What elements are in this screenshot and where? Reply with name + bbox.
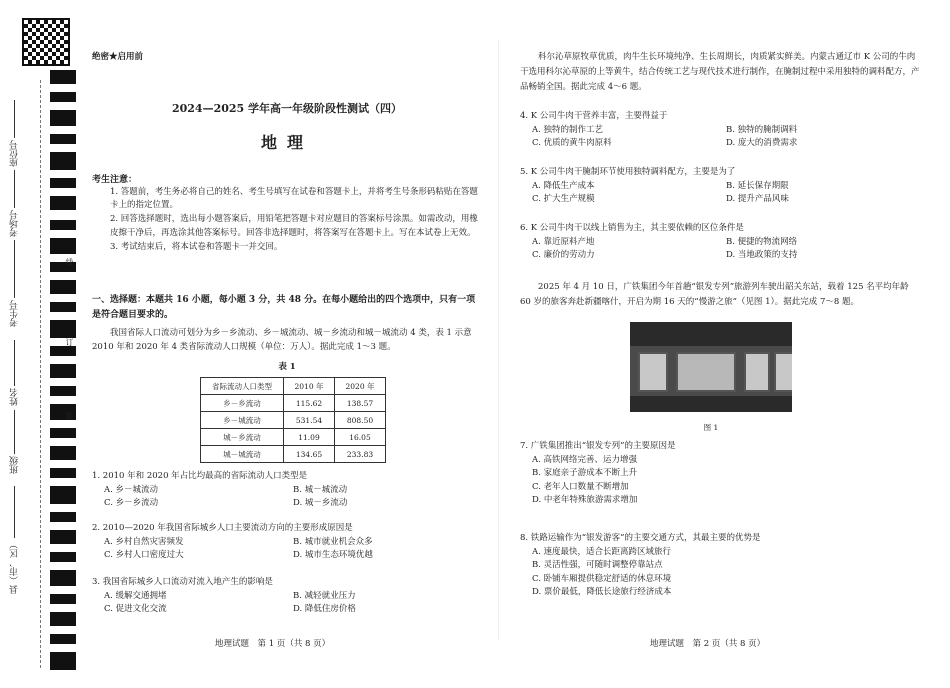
barcode-stripe: [50, 428, 76, 438]
option: B. 减轻就业压力: [293, 590, 356, 601]
barcode-stripe: [50, 134, 76, 144]
notice-item: 2. 回答选择题时，选出每小题答案后，用铅笔把答题卡对应题目的答案标号涂黑。如需改动，用橡皮擦干净后，再选涂其他答案标号。回答非选择题时，将答案写在答题卡上。写在本试卷上无效。: [110, 214, 478, 238]
barcode-stripe: [50, 446, 76, 460]
fill-line: [14, 100, 15, 138]
table-row: [201, 446, 386, 463]
option: D. 中老年特殊旅游需求增加: [532, 495, 638, 506]
question-3: [92, 576, 482, 617]
option: A. 靠近原料产地: [532, 236, 595, 247]
subject-title: 地理: [260, 133, 313, 152]
barcode-stripe: [50, 196, 76, 210]
question-stem: 6. K 公司牛肉干以线上销售为主，其主要依赖的区位条件是: [520, 223, 744, 233]
train-window: [744, 352, 770, 392]
table-cell: 134.65: [284, 446, 335, 463]
train-photo: [630, 322, 792, 412]
barcode-stripe: [50, 280, 76, 294]
barcode-stripe: [50, 652, 76, 670]
barcode-stripe: [50, 552, 76, 562]
question-6: [520, 222, 920, 263]
table-cell: 233.83: [335, 446, 386, 463]
option: D. 降低住房价格: [293, 604, 356, 615]
fill-line: [14, 340, 15, 386]
table-row: [201, 395, 386, 412]
option: C. 促进文化交流: [104, 604, 167, 615]
county-label: 县（市、区）: [10, 540, 20, 594]
option: A. 乡－城流动: [104, 484, 159, 495]
passage-intro: 我国省际人口流动可划分为乡－乡流动、乡－城流动、城－乡流动和城－城流动 4 类，表 1 示意 2010 年和 2020 年 4 类省际流动人口规模（单位：万人）。据此完成 1～3 题。: [92, 328, 472, 353]
option: B. 便捷的物流网络: [726, 236, 798, 247]
option: B. 灵活性强，可随时调整停靠站点: [532, 560, 663, 571]
notice-item: 1. 答题前，考生务必将自己的姓名、考生号填写在试卷和答题卡上，并将考生号条形码粘贴在答题卡上的指定位置。: [110, 187, 478, 211]
table-cell: 16.05: [335, 429, 386, 446]
question-stem: 7. 广铁集团推出“银发专列”的主要原因是: [520, 441, 676, 451]
passage-intro: 科尔沁草原牧草优质，肉牛生长环境纯净、生长周期长，肉质紧实鲜美。内蒙古通辽市 K 公司的牛肉干选用科尔沁草原的上等黄牛，结合传统工艺与现代技术进行制作，在腌制过程中采用独特的调料配方，产品畅销全国。据此完成 4～6 题。: [520, 52, 920, 92]
option: B. 独特的腌制调料: [726, 124, 798, 135]
binding-mark: 订: [65, 338, 74, 346]
option: C. 老年人口数量不断增加: [532, 481, 629, 492]
barcode-stripe: [50, 468, 76, 478]
question-stem: 3. 我国省际城乡人口流动对流入地产生的影响是: [92, 577, 273, 587]
table-cell: 乡－城流动: [201, 412, 284, 429]
option: B. 延长保存期限: [726, 180, 789, 191]
candidate-number-label: 考生号: [10, 300, 20, 327]
barcode-stripe: [50, 386, 76, 396]
seat-number-label: 座位号: [10, 140, 20, 167]
table-row: [201, 429, 386, 446]
option: A. 缓解交通拥堵: [104, 590, 167, 601]
table-caption: 表 1: [278, 362, 296, 372]
passage-intro-2: 2025 年 4 月 10 日，广铁集团今年首趟“银发专列”旅游列车驶出韶关东站，载着 125 名平均年龄 60 岁的旅客奔赴新疆喀什，开启为期 16 天的“慢游之旅”（见图 1）。据此完成 7～8 题。: [520, 282, 909, 307]
question-2: [92, 522, 482, 563]
option: D. 票价最低，降低长途旅行经济成本: [532, 587, 672, 598]
option: B. 城市就业机会众多: [293, 536, 373, 547]
table-row: [201, 412, 386, 429]
fill-line: [14, 410, 15, 454]
barcode-stripe: [50, 346, 76, 356]
section-heading: 一、选择题：本题共 16 小题，每小题 3 分，共 48 分。在每小题给出的四个选项中，只有一项是符合题目要求的。: [92, 295, 476, 321]
train-door: [676, 352, 736, 392]
question-1: [92, 470, 482, 511]
option: A. 速度最快，适合长距离跨区域旅行: [532, 546, 672, 557]
option: A. 乡村自然灾害频发: [104, 536, 184, 547]
binding-mark: 装: [65, 412, 74, 420]
option: C. 卧铺车厢提供稳定舒适的休息环境: [532, 573, 672, 584]
exam-room-label: 考场号: [10, 210, 20, 237]
option: D. 城市生态环境优越: [293, 550, 373, 561]
option: A. 降低生产成本: [532, 180, 595, 191]
option: B. 家庭亲子游成本不断上升: [532, 468, 638, 479]
barcode-stripe: [50, 220, 76, 230]
barcode-stripe: [50, 486, 76, 504]
barcode-stripe: [50, 320, 76, 338]
table-header-row: [201, 378, 386, 395]
barcode-stripe: [50, 570, 76, 586]
option: D. 庞大的消费需求: [726, 138, 798, 149]
option: D. 当地政策的支持: [726, 250, 798, 261]
qr-code-icon: [22, 18, 70, 66]
barcode-stripe: [50, 70, 76, 84]
binding-margin: [0, 0, 80, 688]
option: C. 乡村人口密度过大: [104, 550, 184, 561]
question-stem: 8. 铁路运输作为“银发游客”的主要交通方式，其最主要的优势是: [520, 533, 761, 543]
question-4: [520, 110, 920, 151]
question-stem: 4. K 公司牛肉干营养丰富，主要得益于: [520, 111, 668, 121]
migration-table: [200, 377, 386, 463]
option: A. 高铁网络完善、运力增强: [532, 454, 638, 465]
table-cell: 531.54: [284, 412, 335, 429]
barcode-stripe: [50, 178, 76, 188]
fill-line: [14, 486, 15, 538]
notice-list: [110, 186, 480, 255]
fill-line: [14, 240, 15, 298]
page-footer: 地理试题 第 1 页（共 8 页）: [215, 639, 331, 649]
figure-caption: 图 1: [703, 423, 719, 432]
class-label: 班级: [10, 456, 20, 474]
barcode-stripe: [50, 594, 76, 604]
question-stem: 2. 2010—2020 年我国省际城乡人口主要流动方向的主要形成原因是: [92, 523, 353, 533]
table-cell: 11.09: [284, 429, 335, 446]
option: C. 廉价的劳动力: [532, 250, 595, 261]
option: C. 优质的黄牛肉原料: [532, 138, 612, 149]
notice-item: 3. 考试结束后，将本试卷和答题卡一并交回。: [110, 241, 283, 252]
fill-line: [14, 170, 15, 208]
barcode-stripe: [50, 152, 76, 170]
barcode-stripe: [50, 364, 76, 378]
exam-title: 2024—2025 学年高一年级阶段性测试（四）: [171, 102, 403, 115]
confidential-mark: 绝密★启用前: [92, 52, 144, 62]
binding-mark: 线: [65, 258, 74, 266]
table-cell: 城－乡流动: [201, 429, 284, 446]
table-cell: 808.50: [335, 412, 386, 429]
table-cell: 115.62: [284, 395, 335, 412]
barcode-stripe: [50, 92, 76, 102]
option: C. 乡－乡流动: [104, 498, 159, 509]
table-header-cell: 2020 年: [335, 378, 386, 395]
question-stem: 5. K 公司牛肉干腌制环节使用独特调料配方，主要是为了: [520, 167, 736, 177]
binding-line: [40, 80, 41, 668]
table-cell: 乡－乡流动: [201, 395, 284, 412]
train-window: [774, 352, 792, 392]
barcode-stripe: [50, 238, 76, 254]
notice-title: 考生注意：: [92, 175, 138, 185]
name-label: 姓名: [10, 388, 20, 406]
table-header-cell: 2010 年: [284, 378, 335, 395]
table-cell: 城－城流动: [201, 446, 284, 463]
table-header-cell: 省际流动人口类型: [201, 378, 284, 395]
option: A. 独特的制作工艺: [532, 124, 604, 135]
page-divider: [498, 40, 499, 640]
barcode-stripe: [50, 612, 76, 626]
option: C. 扩大生产规模: [532, 194, 595, 205]
question-5: [520, 166, 920, 207]
question-8: [520, 532, 920, 600]
option: D. 提升产品风味: [726, 194, 789, 205]
table-cell: 138.57: [335, 395, 386, 412]
train-window: [638, 352, 668, 392]
barcode-stripe: [50, 302, 76, 312]
barcode-stripe: [50, 530, 76, 544]
barcode-stripe: [50, 634, 76, 644]
option: B. 城－城流动: [293, 484, 348, 495]
question-7: [520, 440, 920, 508]
question-stem: 1. 2010 年和 2020 年占比均最高的省际流动人口类型是: [92, 471, 308, 481]
option: D. 城－乡流动: [293, 498, 348, 509]
barcode-stripe: [50, 110, 76, 126]
barcode-stripe: [50, 512, 76, 522]
page-footer: 地理试题 第 2 页（共 8 页）: [650, 639, 766, 649]
